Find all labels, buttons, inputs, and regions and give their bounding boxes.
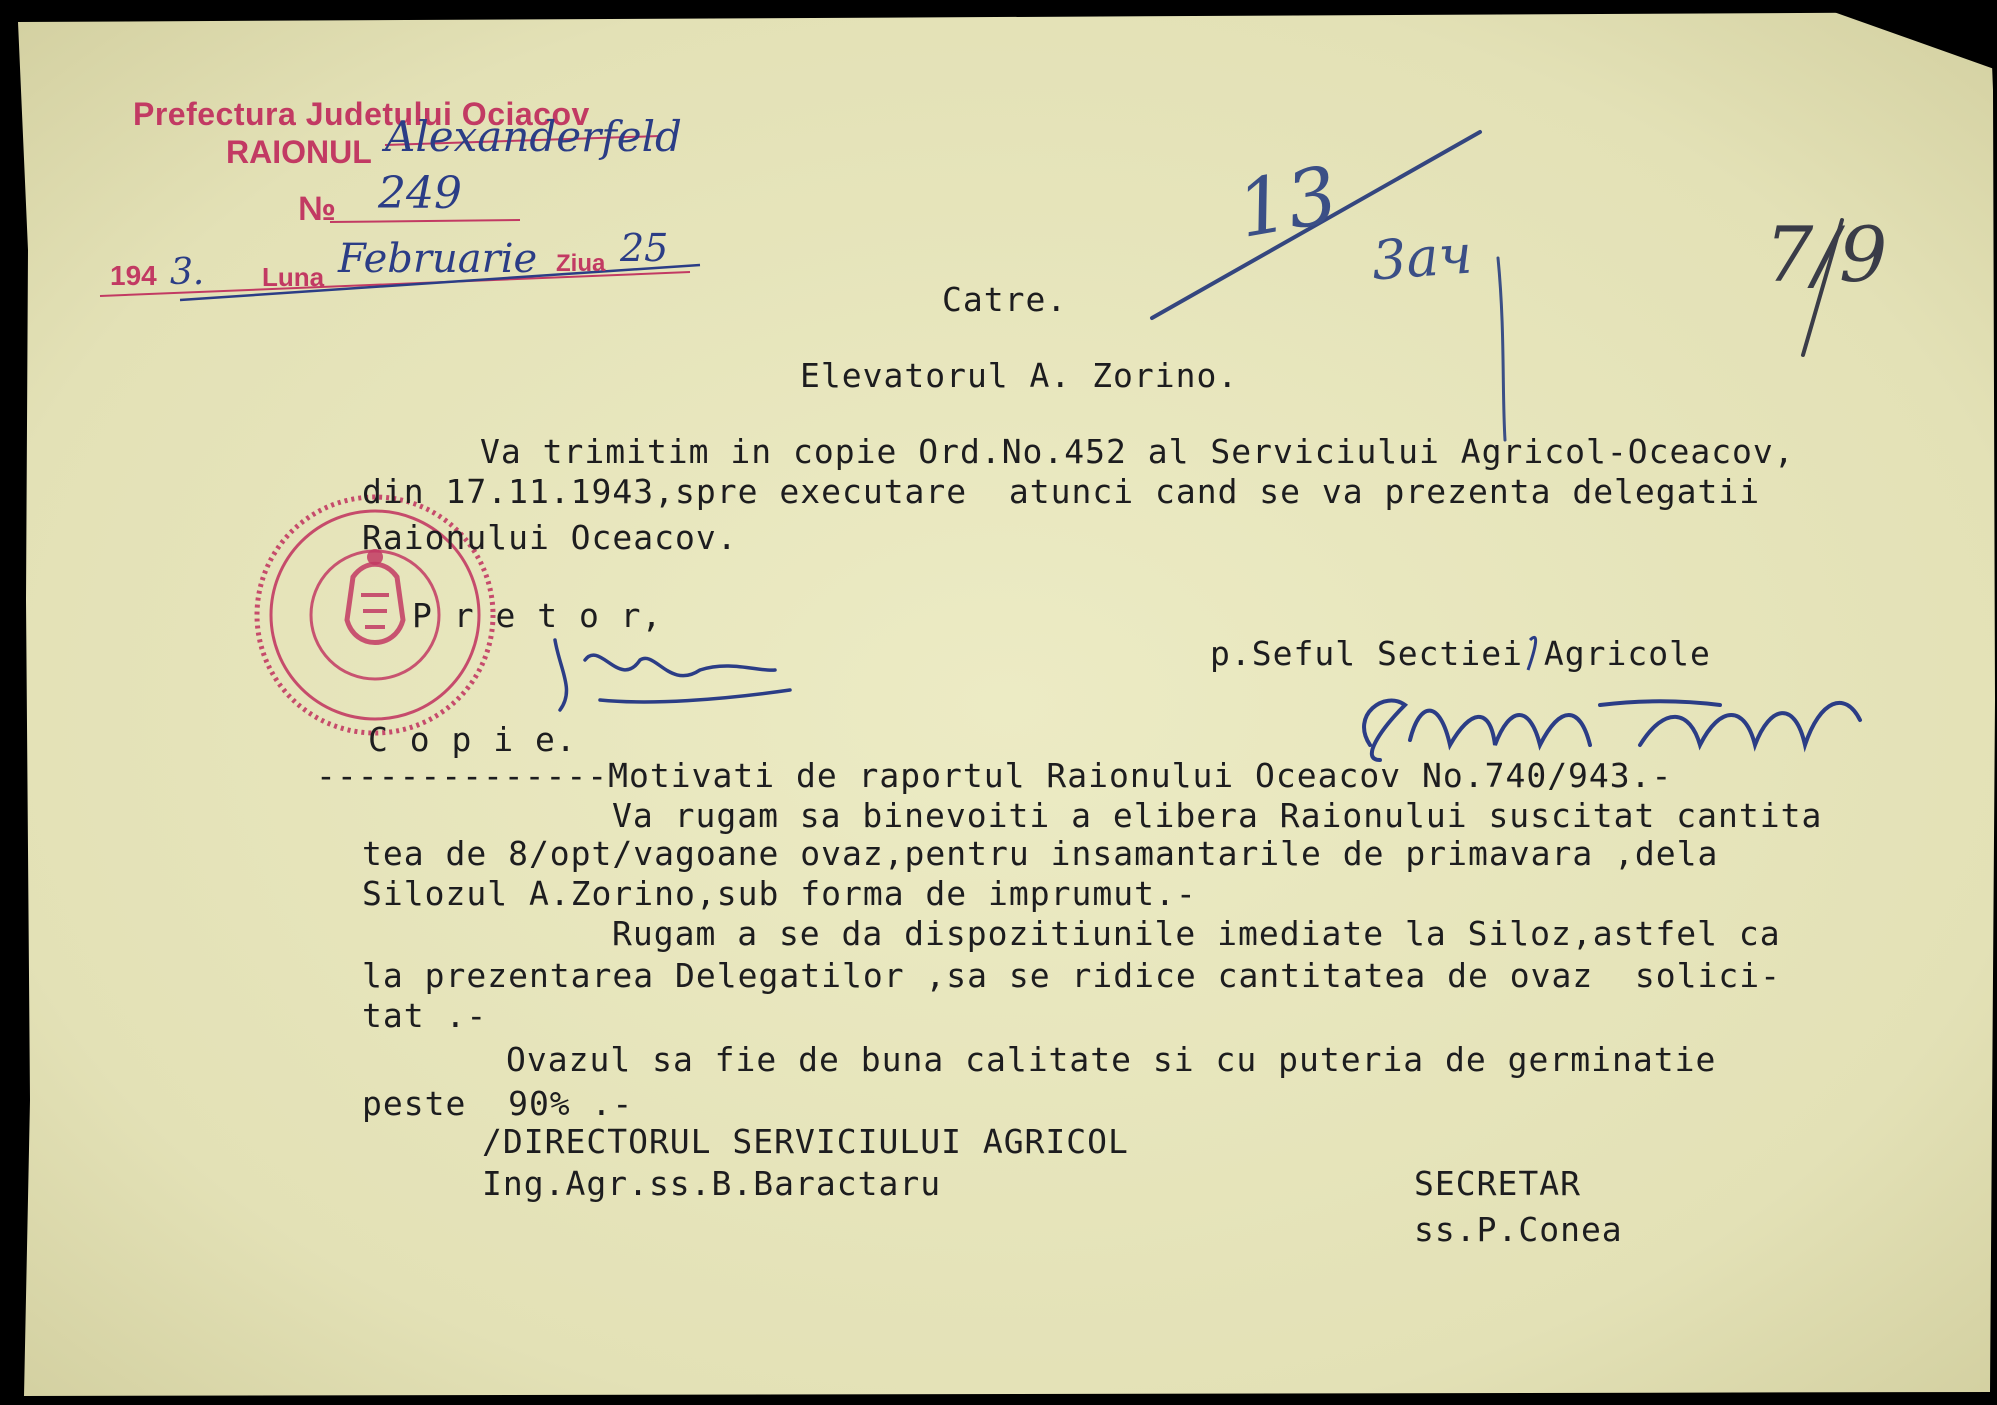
- pencil-number-annotation: 13: [1230, 150, 1345, 256]
- month-handwritten: Februarie: [338, 236, 538, 282]
- pencil-fraction-annotation: 7/9: [1765, 210, 1888, 299]
- secretary-title: SECRETAR: [1414, 1164, 1581, 1203]
- raion-handwritten: Alexanderfeld: [385, 112, 682, 161]
- addressee-to: Catre.: [942, 280, 1068, 319]
- signer-right-title: p.Seful Sectiei Agricole: [1210, 634, 1711, 673]
- year-handwritten: 3.: [170, 252, 205, 293]
- copy-line-5: Rugam a se da dispozitiunile imediate la Siloz,astfel ca: [612, 914, 1781, 953]
- month-label: Luna: [262, 262, 325, 292]
- addressee-name: Elevatorul A. Zorino.: [800, 356, 1239, 395]
- day-label: Ziua: [556, 250, 606, 277]
- number-label: №: [298, 190, 336, 228]
- secretary-name: ss.P.Conea: [1414, 1210, 1623, 1249]
- director-name: Ing.Agr.ss.B.Baractaru: [482, 1164, 942, 1203]
- body-line-1: Va trimitim in copie Ord.No.452 al Serviciului Agricol-Oceacov,: [480, 432, 1795, 471]
- copy-line-8: Ovazul sa fie de buna calitate si cu puteria de germinatie: [506, 1040, 1717, 1079]
- copy-line-3: tea de 8/opt/vagoane ovaz,pentru insamantarile de primavara ,dela: [362, 834, 1719, 873]
- number-handwritten: 249: [378, 168, 462, 219]
- copy-line-4: Silozul A.Zorino,sub forma de imprumut.-: [362, 874, 1197, 913]
- signer-left-title: P r e t o r,: [412, 596, 663, 635]
- prefecture-stamp-title: Prefectura Judetului Ociacov: [133, 96, 590, 132]
- copy-line-1: --------------Motivati de raportul Raionului Oceacov No.740/943.-: [316, 756, 1673, 795]
- copy-line-9: peste 90% .-: [362, 1084, 634, 1123]
- day-handwritten: 25: [620, 226, 669, 270]
- director-title: /DIRECTORUL SERVICIULUI AGRICOL: [482, 1122, 1129, 1161]
- year-label: 194: [110, 260, 157, 291]
- copy-line-2: Va rugam sa binevoiti a elibera Raionului suscitat cantita: [612, 796, 1823, 835]
- body-line-2: din 17.11.1943,spre executare atunci cand se va prezenta delegatii: [362, 472, 1761, 511]
- body-line-3: Raionului Oceacov.: [362, 518, 738, 557]
- copy-line-6: la prezentarea Delegatilor ,sa se ridice cantitatea de ovaz solici-: [362, 956, 1782, 995]
- copy-line-7: tat .-: [362, 996, 488, 1035]
- pencil-note-annotation: 3ач: [1369, 222, 1475, 293]
- copy-label: C o p i e.: [368, 720, 577, 759]
- raion-label: RAIONUL: [226, 134, 372, 170]
